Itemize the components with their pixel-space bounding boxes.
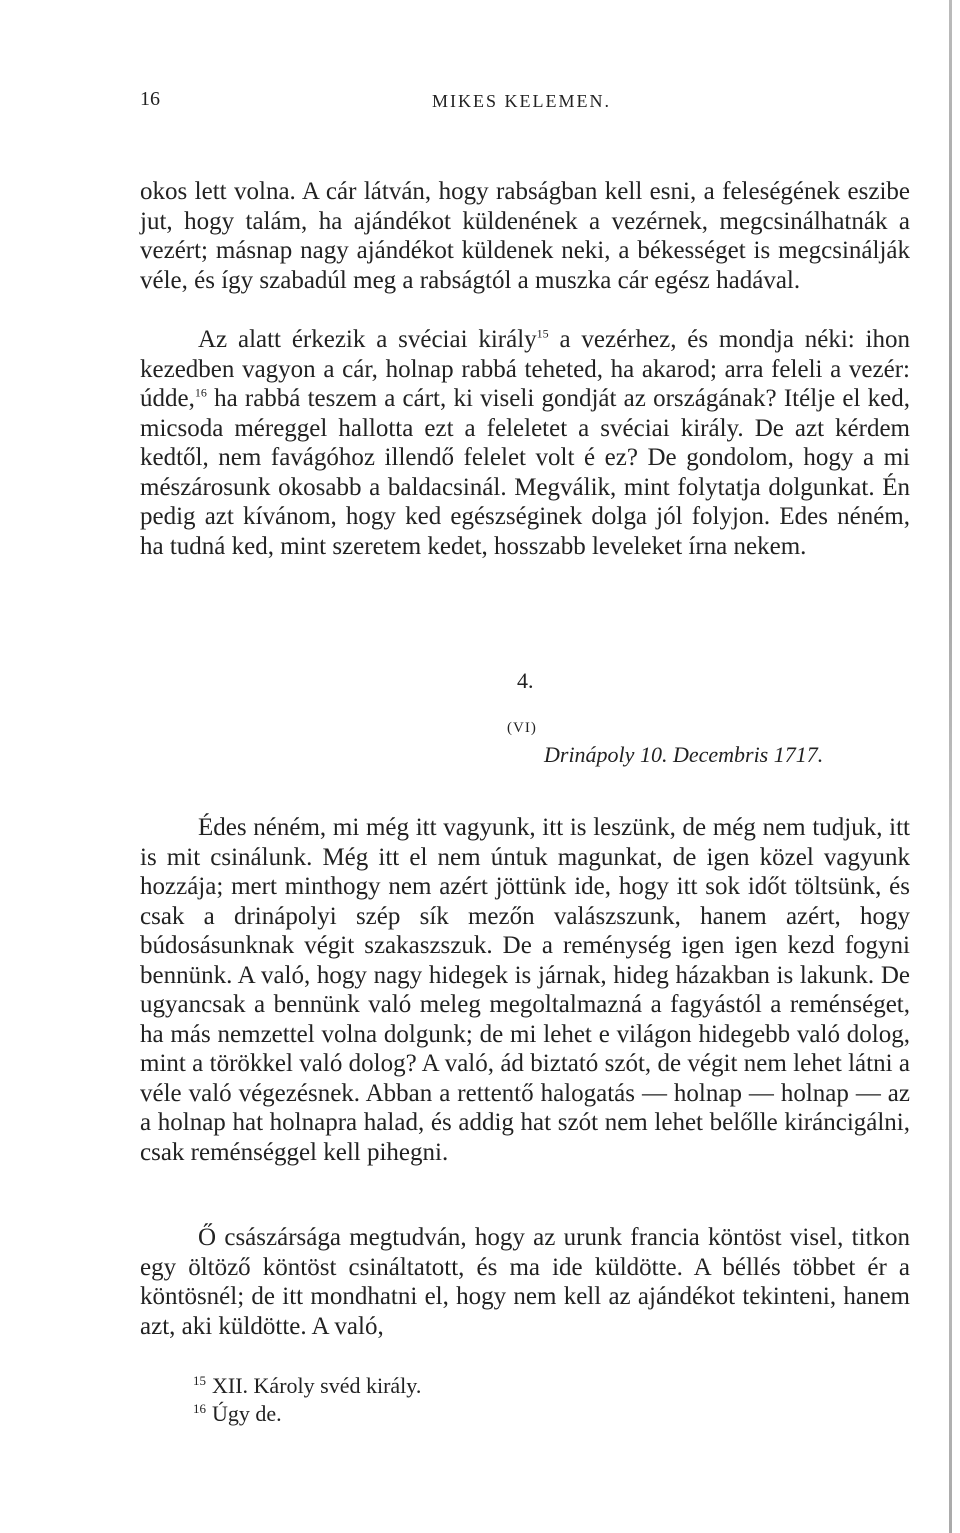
paragraph-3: Édes néném, mi még itt vagyunk, itt is leszünk, de még nem tudjuk, itt is mit csinálunk. Még itt el nem úntuk magunkat, de igen közel vagyunk hozzája; mert minthogy nem azért jöttünk ide, hogy itt sok időt töltsünk, és csak a drinápolyi szép sík mezőn valászszunk, hanem azért, hogy búdosásunknak végit szakaszszuk. De a reménység igen igen kezd fogyni bennünk. A való, hogy nagy hidegek is járnak, hideg házakban is lakunk. De ugyancsak a bennünk való meleg megoltalmazná a fagyástól a reménséget, ha más nemzettel volna dolgunk; de mi lehet e világon hidegebb való dolog, mint a törökkel való dolog? A való, ád biztató szót, de végit nem lehet látni a véle való végezésnek. Abban a rettentő halogatás — holnap — holnap — az a holnap hat holnapra halad, és addig hat szót nem lehet belőlle kiráncigálni, csak reménséggel kell pihegni.: [140, 814, 910, 1166]
footnote-number: 15: [193, 1372, 206, 1388]
paragraph-2-part-c: ha rabbá teszem a cárt, ki viseli gondját az országának? Itélje el ked, micsoda méreggel hallotta ezt a feleletet a svéciai király. De azt kérdem kedtől, nem favágóhoz illendő felelet volt é ez? De gondolom, hogy a mi mészárosunk okosabb a baldacsinál. Megválik, mint folytatja dolgunkat. Én pedig azt kívánom, hogy ked egészséginek dolga jól folyjon. Edes néném, ha tudná ked, mint szeretem kedet, hosszabb leveleket írna nekem.: [140, 385, 910, 560]
paragraph-2-part-a: Az alatt érkezik a svéciai király: [198, 326, 537, 353]
letter-dateline: Drinápoly 10. Decembris 1717.: [544, 742, 824, 767]
footnote-text: XII. Károly svéd király.: [212, 1373, 422, 1398]
footnotes: [193, 1372, 421, 1428]
paragraph-2: [140, 325, 910, 561]
running-title: MIKES KELEMEN.: [432, 91, 611, 111]
footnote-16: [193, 1400, 421, 1428]
page-edge-shadow: [949, 0, 952, 1533]
paragraph-1: okos lett volna. A cár látván, hogy rabságban kell esni, a feleségének eszibe jut, hogy talám, ha ajándékot küldenének a vezérnek, megcsinálhatnák a vezért; másnap nagy ajándékot küldenek neki, a békességet is megcsinálják véle, és így szabadúl meg a rabságtól a muszka cár egész hadával.: [140, 178, 910, 294]
footnote-ref-15: 15: [536, 326, 549, 341]
footnote-15: [193, 1372, 421, 1400]
letter-roman-numeral: (VI): [507, 720, 537, 736]
footnote-ref-16: 16: [194, 385, 207, 400]
footnote-number: 16: [193, 1400, 206, 1416]
paragraph-4: Ő császársága megtudván, hogy az urunk francia köntöst visel, titkon egy öltöző köntöst csináltatott, és ma ide küldötte. A béllés többet ér a köntösnél; de itt mondhatni el, hogy nem kell az ajándékot tekinteni, hanem azt, aki küldötte. A való,: [140, 1224, 910, 1340]
paragraph-2-part-b: a vezérhez, és mondja néki: ihon kezedben vagyon a cár, holnap rabbá teheted, ha akarod; arra feleli a vezér: údde,: [140, 326, 910, 412]
footnote-text: Úgy de.: [212, 1401, 282, 1426]
page-number: 16: [140, 88, 160, 110]
letter-number: 4.: [517, 668, 534, 693]
